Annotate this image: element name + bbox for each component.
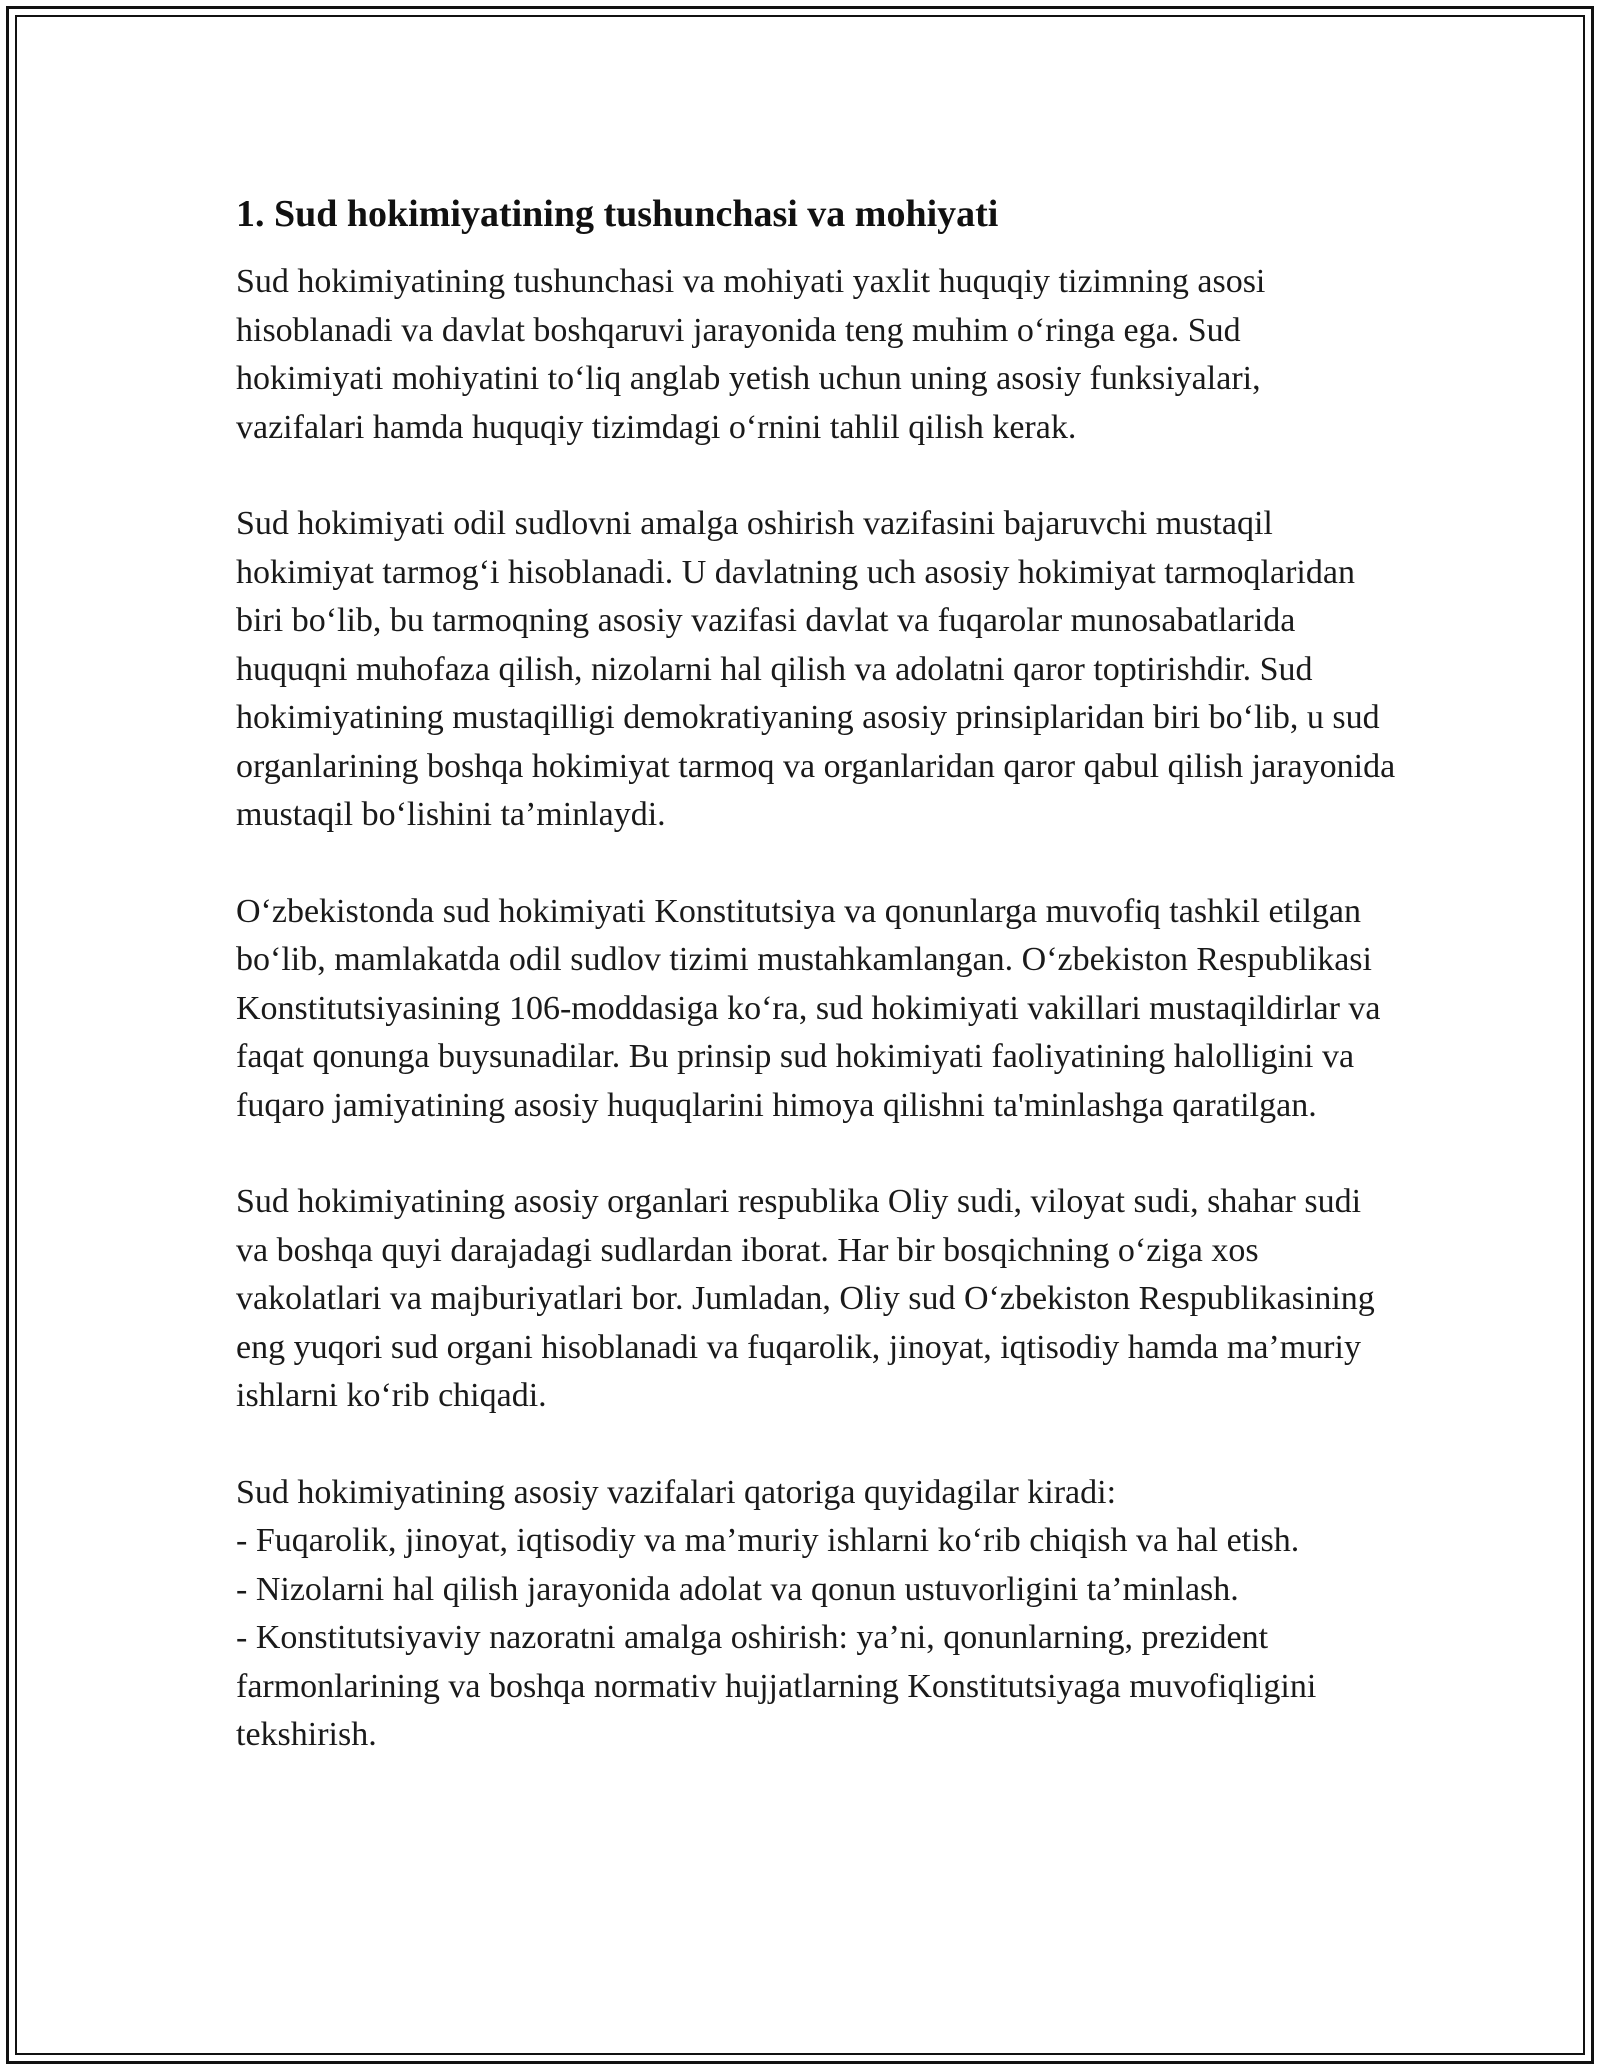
duties-list [236, 1517, 1396, 1760]
duties-list-intro: Sud hokimiyatining asosiy vazifalari qatoriga quyidagilar kiradi: [236, 1473, 1117, 1511]
list-item: - Konstitutsiyaviy nazoratni amalga oshirish: ya’ni, qonunlarning, prezident farmonlarining va boshqa normativ hujjatlarning Konstitutsiyaga muvofiqligini tekshirish. [236, 1619, 1317, 1753]
paragraph-constitution: O‘zbekistonda sud hokimiyati Konstitutsiya va qonunlarga muvofiq tashkil etilgan bo‘lib, mamlakatda odil sudlov tizimi mustahkamlangan. O‘zbekiston Respublikasi Konstitutsiyasining 106-moddasiga ko‘ra, sud hokimiyati vakillari mustaqildirlar va faqat qonunga buysunadilar. Bu prinsip sud hokimiyati faoliyatining halolligini va fuqaro jamiyatining asosiy huquqlarini himoya qilishni ta'minlashga qaratilgan. [236, 892, 1381, 1124]
section-heading: 1. Sud hokimiyatining tushunchasi va mohiyati [236, 193, 999, 235]
list-item: - Nizolarni hal qilish jarayonida adolat va qonun ustuvorligini ta’minlash. [236, 1570, 1239, 1608]
paragraph-independence: Sud hokimiyati odil sudlovni amalga oshirish vazifasini bajaruvchi mustaqil hokimiyat tarmog‘i hisoblanadi. U davlatning uch asosiy hokimiyat tarmoqlaridan biri bo‘lib, bu tarmoqning asosiy vazifasi davlat va fuqarolar munosabatlarida huquqni muhofaza qilish, nizolarni hal qilish va adolatni qaror toptirishdir. Sud hokimiyatining mustaqilligi demokratiyaning asosiy prinsiplaridan biri bo‘lib, u sud organlarining boshqa hokimiyat tarmoq va organlaridan qaror qabul qilish jarayonida mustaqil bo‘lishini ta’minlaydi. [236, 505, 1396, 833]
paragraph-intro: Sud hokimiyatining tushunchasi va mohiyati yaxlit huquqiy tizimning asosi hisoblanadi va davlat boshqaruvi jarayonida teng muhim o‘ringa ega. Sud hokimiyati mohiyatini to‘liq anglab yetish uchun uning asosiy funksiyalari, vazifalari hamda huquqiy tizimdagi o‘rnini tahlil qilish kerak. [236, 263, 1266, 446]
paragraph-court-organs: Sud hokimiyatining asosiy organlari respublika Oliy sudi, viloyat sudi, shahar sudi va boshqa quyi darajadagi sudlardan iborat. Har bir bosqichning o‘ziga xos vakolatlari va majburiyatlari bor. Jumladan, Oliy sud O‘zbekiston Respublikasining eng yuqori sud organi hisoblanadi va fuqarolik, jinoyat, iqtisodiy hamda ma’muriy ishlarni ko‘rib chiqadi. [236, 1183, 1375, 1414]
list-item: - Fuqarolik, jinoyat, iqtisodiy va ma’muriy ishlarni ko‘rib chiqish va hal etish. [236, 1522, 1300, 1559]
document-body [236, 186, 1396, 1760]
